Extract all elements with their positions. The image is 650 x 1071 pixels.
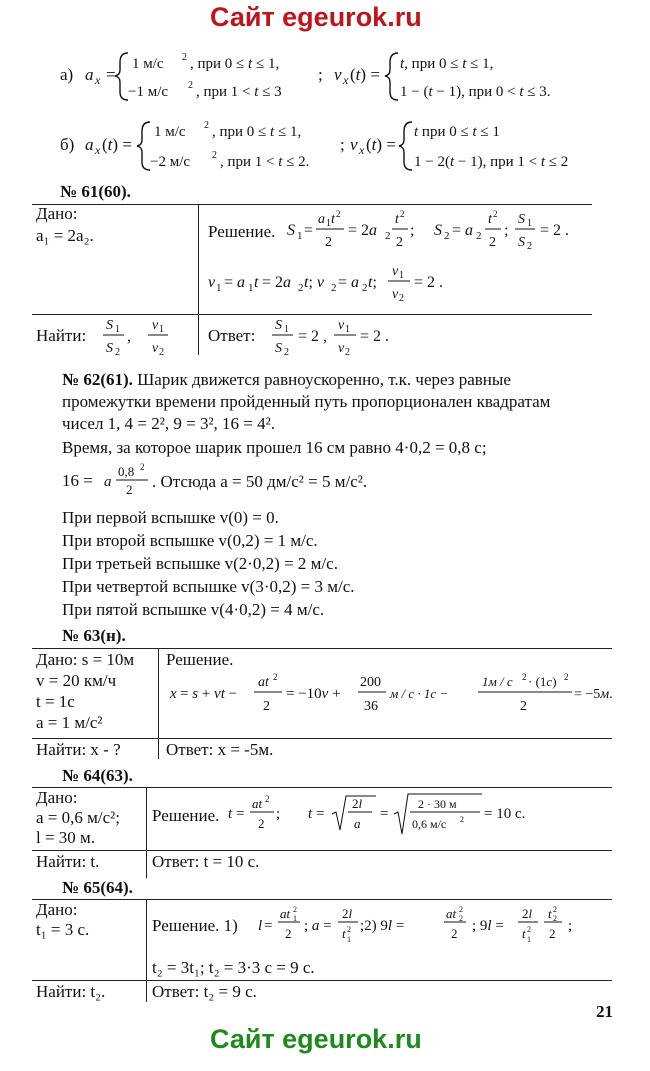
svg-text:1: 1 (293, 914, 297, 923)
svg-text:1 − 2(t − 1), при 1 < t ≤ 2: 1 − 2(t − 1), при 1 < t ≤ 2 (414, 154, 569, 170)
p65-line2: t₂ = 3t₁; t₂ = 3·3 с = 9 с. (152, 958, 315, 977)
svg-text:2l: 2l (352, 796, 363, 811)
svg-text:2: 2 (400, 209, 405, 219)
p65-given1: Дано: (36, 900, 78, 919)
svg-text:2: 2 (451, 926, 458, 941)
p61-given: a₁ = 2a₂. (36, 226, 94, 245)
svg-text:t; v: t; v (304, 274, 325, 291)
p64-formula (220, 790, 526, 848)
svg-text:2: 2 (293, 905, 297, 914)
p65-given2: t₁ = 3 с. (36, 920, 90, 939)
svg-text:2: 2 (182, 52, 187, 63)
svg-text:S: S (518, 212, 525, 227)
p65-reshenie: Решение. 1) (152, 916, 238, 935)
svg-text:v: v (392, 287, 399, 302)
p64-reshenie: Решение. (152, 806, 220, 825)
svg-text:S: S (518, 235, 525, 250)
svg-text:м / с · 1с −: м / с · 1с − (390, 686, 449, 701)
svg-text:;: ; (568, 918, 573, 934)
svg-text:at: at (446, 906, 457, 921)
svg-text:2: 2 (493, 209, 498, 219)
svg-text:1 − (t − 1), при 0 < t: 1 − (t − 1), при 0 < t ≤ 3. (400, 84, 551, 100)
p65-answer: Ответ: t₂ = 9 с. (152, 982, 257, 1001)
svg-text:2: 2 (331, 282, 337, 294)
svg-text:2: 2 (460, 815, 464, 824)
svg-text:0,8: 0,8 (118, 464, 135, 479)
svg-text:1: 1 (399, 270, 404, 281)
svg-text:;: ; (504, 222, 509, 239)
p64-given3: l = 30 м. (36, 828, 96, 847)
svg-text:1м / с: 1м / с (482, 674, 513, 689)
svg-text:2: 2 (336, 209, 341, 219)
svg-text:x: x (95, 143, 101, 157)
svg-text:2: 2 (527, 925, 531, 934)
svg-text:2: 2 (263, 699, 270, 714)
p62-line4: Время, за которое шарик прошел 16 см равно 4·0,2 = 0,8 с; (62, 438, 487, 457)
svg-text:2: 2 (385, 230, 391, 242)
p64-given1: Дано: (36, 788, 78, 807)
svg-text:t: t (395, 212, 399, 227)
svg-text:2: 2 (212, 150, 217, 161)
svg-text:1: 1 (115, 324, 120, 335)
svg-text:· (1с): · (1с) (528, 674, 557, 689)
svg-text:x: x (343, 73, 349, 87)
svg-text:= 2a: = 2a (348, 222, 378, 239)
svg-text:2: 2 (126, 482, 133, 497)
p63-given3: t = 1с (36, 692, 75, 711)
p64-given2: a = 0,6 м/с²; (36, 808, 120, 827)
p63-formula (160, 668, 620, 726)
svg-text:2: 2 (564, 672, 569, 682)
svg-text:;: ; (410, 222, 415, 239)
svg-text:2: 2 (284, 347, 289, 358)
svg-text:=: = (236, 806, 245, 822)
svg-text:16 =: 16 = (62, 471, 93, 490)
svg-text:2l: 2l (342, 906, 353, 921)
p62-text1: Шарик движется равноускоренно, т.к. через равные (137, 370, 511, 389)
part-b-label: б) (60, 135, 75, 154)
svg-text:0,6 м/с: 0,6 м/с (412, 817, 447, 831)
svg-text:(t) =: (t) = (350, 65, 380, 84)
p65-find: Найти: t₂. (36, 982, 106, 1001)
svg-text:(t) =: (t) = (102, 135, 132, 154)
svg-text:= 2 .: = 2 . (360, 328, 390, 345)
svg-text:2: 2 (549, 926, 556, 941)
svg-text:= 10 с.: = 10 с. (484, 806, 526, 822)
svg-text:1: 1 (248, 282, 254, 294)
problem-64-title: № 64(63). (62, 766, 133, 785)
svg-text:=: = (316, 806, 325, 822)
svg-text:t: t (254, 274, 259, 291)
svg-text:=: = (106, 65, 116, 84)
svg-text:2: 2 (298, 282, 304, 294)
p61-find: Найти: (36, 326, 87, 345)
p62-flash1: При первой вспышке v(0) = 0. (62, 508, 279, 527)
svg-text:2: 2 (553, 905, 557, 914)
svg-text:−2 м/с: −2 м/с (150, 154, 191, 170)
problem-65-title: № 65(64). (62, 878, 133, 897)
svg-text:;: ; (276, 806, 281, 822)
svg-text:2: 2 (444, 230, 450, 242)
part-a-label: а) (60, 65, 74, 84)
svg-text:2: 2 (527, 241, 532, 252)
svg-text:x: x (170, 686, 177, 702)
svg-text:, при 0 ≤ t ≤ 1,: , при 0 ≤ t ≤ 1, (212, 124, 302, 140)
svg-text:t при 0 ≤ t ≤ 1: t при 0 ≤ t ≤ 1 (414, 124, 500, 140)
svg-text:=: = (264, 918, 273, 934)
svg-text:2: 2 (258, 816, 265, 831)
svg-text:S: S (287, 222, 295, 239)
svg-text:2: 2 (140, 462, 145, 472)
svg-text:36: 36 (364, 699, 378, 714)
p63-given4: a = 1 м/с² (36, 713, 103, 732)
svg-text:x: x (359, 143, 365, 157)
svg-text:1: 1 (297, 230, 303, 242)
p63-find: Найти: x - ? (36, 740, 121, 759)
p63-given1: Дано: s = 10м (36, 650, 135, 669)
svg-text:t: t (308, 806, 313, 822)
svg-text:2: 2 (188, 80, 193, 91)
svg-text:(t) =: (t) = (366, 135, 396, 154)
svg-text:1 м/с: 1 м/с (132, 56, 164, 72)
svg-text:t: t (488, 212, 492, 227)
svg-text:1 м/с: 1 м/с (154, 124, 186, 140)
svg-text:= 2 .: = 2 . (540, 222, 570, 239)
svg-text:l: l (258, 918, 263, 934)
site-header: Сайт egeurok.ru (210, 2, 422, 32)
svg-text:−1 м/с: −1 м/с (128, 84, 169, 100)
svg-text:a: a (104, 474, 112, 490)
svg-text:=: = (304, 222, 314, 239)
svg-text:= 2 ,: = 2 , (298, 328, 328, 345)
svg-text:1: 1 (527, 935, 531, 944)
svg-text:S: S (106, 318, 113, 333)
svg-text:= −5м.: = −5м. (574, 687, 613, 702)
svg-text:200: 200 (360, 675, 381, 690)
svg-text:, при 1 < t ≤ 2.: , при 1 < t ≤ 2. (220, 154, 310, 170)
svg-text:S: S (434, 222, 442, 239)
svg-text:2: 2 (273, 672, 278, 682)
p63-given2: v = 20 км/ч (36, 671, 117, 690)
svg-text:a: a (318, 212, 325, 227)
svg-text:v: v (392, 264, 399, 279)
problem-61-title: № 61(60). (60, 182, 131, 201)
svg-text:t: t (548, 906, 552, 921)
svg-text:2: 2 (159, 347, 164, 358)
page-number: 21 (596, 1002, 613, 1021)
svg-text:t;: t; (368, 274, 377, 291)
svg-text:2l: 2l (522, 906, 533, 921)
svg-text:= a: = a (338, 274, 360, 291)
svg-text:x: x (95, 73, 101, 87)
svg-text:1: 1 (216, 282, 222, 294)
svg-text:v: v (350, 135, 358, 154)
svg-text:v: v (334, 65, 342, 84)
p64-answer: Ответ: t = 10 с. (152, 852, 260, 871)
svg-text:S: S (275, 341, 282, 356)
svg-text:a: a (85, 65, 94, 84)
svg-text:; a =: ; a = (304, 918, 332, 934)
svg-text:1: 1 (284, 324, 289, 335)
p63-reshenie: Решение. (166, 650, 234, 669)
svg-text:2: 2 (362, 282, 368, 294)
p64-find: Найти: t. (36, 852, 100, 871)
svg-text:2 · 30 м: 2 · 30 м (418, 797, 457, 811)
svg-text:2: 2 (345, 347, 350, 358)
p62-line1 (62, 370, 511, 390)
svg-text:= 2a: = 2a (262, 274, 292, 291)
svg-text:v: v (338, 341, 345, 356)
svg-text:1: 1 (326, 218, 331, 229)
svg-text:t: t (331, 212, 335, 227)
svg-text:at: at (252, 796, 263, 811)
svg-text:=: = (380, 806, 389, 822)
svg-text:1: 1 (345, 324, 350, 335)
svg-text:a: a (354, 816, 361, 831)
svg-text:1: 1 (159, 324, 164, 335)
problem-63-title: № 63(н). (62, 626, 126, 645)
svg-text:= a: = a (452, 222, 474, 239)
svg-text:2: 2 (325, 235, 332, 250)
svg-text:= −10v +: = −10v + (286, 686, 341, 702)
svg-text:= s + vt −: = s + vt − (180, 686, 238, 702)
p62-line3: чисел 1, 4 = 2², 9 = 3², 16 = 4². (62, 414, 275, 433)
svg-text:2: 2 (399, 293, 404, 304)
svg-text:2: 2 (285, 926, 292, 941)
p62-flash2: При второй вспышке v(0,2) = 1 м/с. (62, 531, 318, 550)
svg-text:;2) 9l =: ;2) 9l = (360, 918, 405, 934)
svg-text:;: ; (340, 135, 345, 154)
p62-flash5: При пятой вспышке v(4·0,2) = 4 м/с. (62, 600, 325, 619)
svg-text:= a: = a (224, 274, 246, 291)
svg-text:a: a (85, 135, 94, 154)
p61-answer: Ответ: (208, 326, 256, 345)
svg-text:, при 1 < t ≤ 3: , при 1 < t ≤ 3 (196, 84, 282, 100)
p61-dano: Дано: (36, 204, 78, 223)
svg-text:2: 2 (115, 347, 120, 358)
svg-text:v: v (152, 341, 159, 356)
svg-text:2: 2 (553, 914, 557, 923)
svg-text:2: 2 (347, 925, 351, 934)
svg-text:1: 1 (527, 218, 532, 229)
svg-text:1: 1 (347, 935, 351, 944)
svg-text:2: 2 (396, 235, 403, 250)
svg-text:t, при 0 ≤ t ≤ 1,: t, при 0 ≤ t ≤ 1, (400, 56, 494, 72)
svg-text:2: 2 (459, 914, 463, 923)
svg-text:2: 2 (265, 794, 270, 804)
p62-line2: промежутки времени пройденный путь пропорционален квадратам (62, 392, 551, 411)
problem-62-title: № 62(61). (62, 370, 133, 389)
svg-text:v: v (152, 318, 159, 333)
svg-text:t: t (228, 806, 233, 822)
svg-text:S: S (275, 318, 282, 333)
svg-text:S: S (106, 341, 113, 356)
p61-reshenie: Решение. (208, 222, 276, 241)
svg-text:t: t (522, 926, 526, 941)
svg-text:at: at (280, 906, 291, 921)
svg-text:;: ; (318, 65, 323, 84)
svg-text:t: t (342, 926, 346, 941)
svg-text:,: , (127, 328, 131, 345)
svg-text:at: at (258, 675, 269, 690)
p65-formula (250, 900, 600, 950)
p63-answer: Ответ: x = -5м. (166, 740, 274, 759)
svg-text:, при 0 ≤ t ≤ 1,: , при 0 ≤ t ≤ 1, (190, 56, 280, 72)
piecewise-formulas (0, 40, 650, 180)
svg-text:v: v (338, 318, 345, 333)
p62-flash4: При четвертой вспышке v(3·0,2) = 3 м/с. (62, 577, 355, 596)
svg-text:= 2 .: = 2 . (414, 274, 444, 291)
svg-text:2: 2 (459, 905, 463, 914)
p62-flash3: При третьей вспышке v(2·0,2) = 2 м/с. (62, 554, 338, 573)
p61-formulas (0, 205, 650, 358)
svg-text:2: 2 (204, 120, 209, 131)
svg-text:2: 2 (476, 230, 482, 242)
p62-line5: . Отсюда a = 50 дм/с² = 5 м/с². (152, 472, 368, 491)
site-footer: Сайт egeurok.ru (210, 1024, 422, 1054)
svg-text:; 9l =: ; 9l = (472, 918, 504, 934)
svg-text:v: v (208, 274, 216, 291)
svg-text:2: 2 (520, 699, 527, 714)
svg-text:2: 2 (522, 672, 527, 682)
svg-text:2: 2 (489, 235, 496, 250)
